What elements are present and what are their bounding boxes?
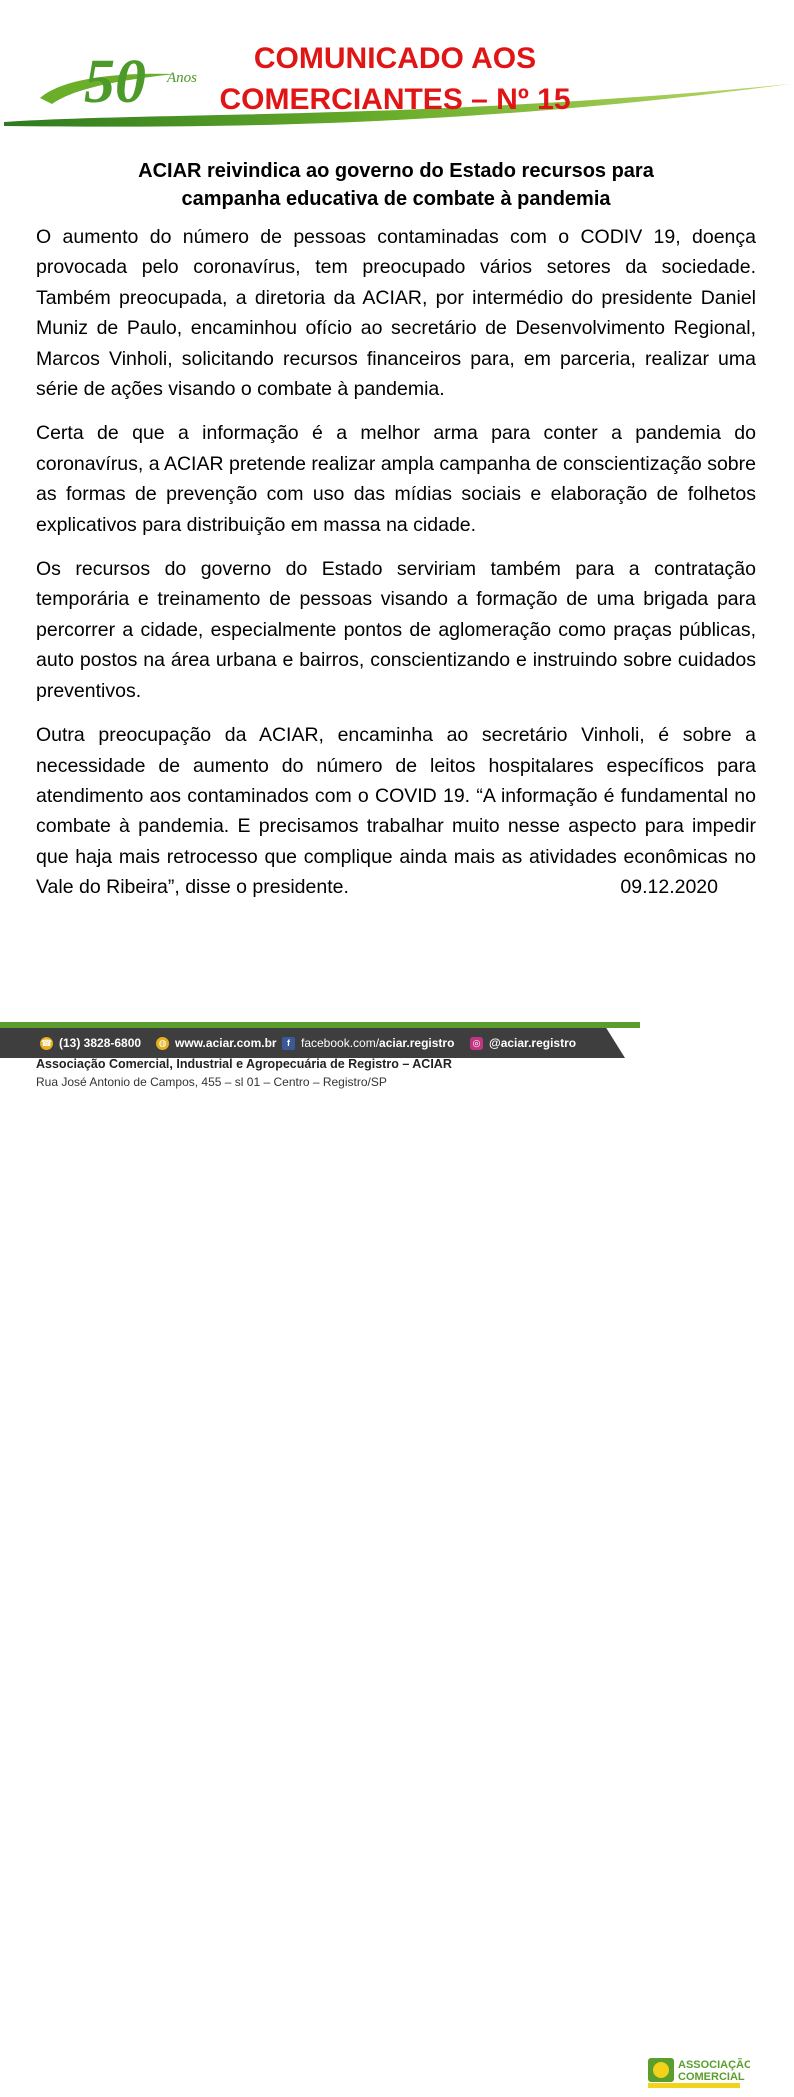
title-line-1: COMUNICADO AOS [253,42,537,75]
globe-icon: ◍ [156,1037,169,1050]
paragraph-4-with-date [36,720,756,902]
svg-text:COMERCIAL: COMERCIAL [678,2071,745,2083]
svg-text:Anos: Anos [167,70,197,86]
instagram-icon: ◎ [470,1037,483,1050]
footer-address: Rua José Antonio de Campos, 455 – sl 01 – Centro – Registro/SP [36,1075,387,1089]
footer-org-name: Associação Comercial, Industrial e Agropecuária de Registro – ACIAR [36,1057,452,1071]
paragraph-3: Os recursos do governo do Estado serviriam também para a contratação temporária e treinamento de pessoas visando a formação de uma brigada para percorrer a cidade, especialmente pontos de aglomeração como praças públicas, auto postos na área urbana e bairros, conscientizando e instruindo sobre cuidados preventivos. [36,558,756,702]
associacao-comercial-logo [640,2048,750,2092]
phone-icon: ☎ [40,1037,53,1048]
paragraph-1: O aumento do número de pessoas contaminadas com o CODIV 19, doença provocada pelo coronavírus, tem preocupado vários setores da sociedade. Também preocupada, a diretoria da ACIAR, por intermédio do presidente Daniel Muniz de Paulo, encaminhou ofício ao secretário de Desenvolvimento Regional, Marcos Vinholi, solicitando recursos financeiros para, em parceria, realizar uma série de ações visando o combate à pandemia. [36,226,756,401]
article-body [36,222,756,917]
headline-line-2: campanha educativa de combate à pandemia [181,188,611,210]
document-date: 09.12.2020 [620,876,718,899]
paragraph-2: Certa de que a informação é a melhor arma para conter a pandemia do coronavírus, a ACIAR pretende realizar ampla campanha de conscientização sobre as formas de prevenção com uso das mídias sociais e elaboração de folhetos explicativos para distribuição em massa na cidade. [36,422,756,536]
facebook-icon: f [282,1037,295,1050]
page-header [0,0,794,140]
page-footer [0,1022,794,2083]
paragraph-4: Outra preocupação da ACIAR, encaminha ao secretário Vinholi, é sobre a necessidade de aumento do número de leitos hospitalares específicos para atendimento aos contaminados com o COVID 19. “A informação é fundamental no combate à pandemia. E precisamos trabalhar muito nesse aspecto para impedir que haja mais retrocesso que complique ainda mais as atividades econômicas no Vale do Ribeira”, disse o presidente. [36,724,756,899]
title-line-2: COMERCIANTES – Nº 15 [219,83,571,116]
associacao-comercial-logo-graphic [640,2048,750,2092]
footer-phone: ☎ (13) 3828-6800 [40,1036,142,1050]
article-headline [36,157,756,213]
page-title [180,38,610,120]
footer-facebook[interactable]: f facebook.com/ aciar.registro [282,1028,454,1058]
svg-text:ASSOCIAÇÃO: ASSOCIAÇÃO [678,2059,750,2071]
svg-text:50: 50 [84,48,146,116]
headline-line-1: ACIAR reivindica ao governo do Estado recursos para [138,160,654,182]
footer-instagram[interactable]: ◎ @aciar.registro [470,1028,576,1058]
footer-website[interactable]: ◍ www.aciar.com.br [156,1028,277,1058]
